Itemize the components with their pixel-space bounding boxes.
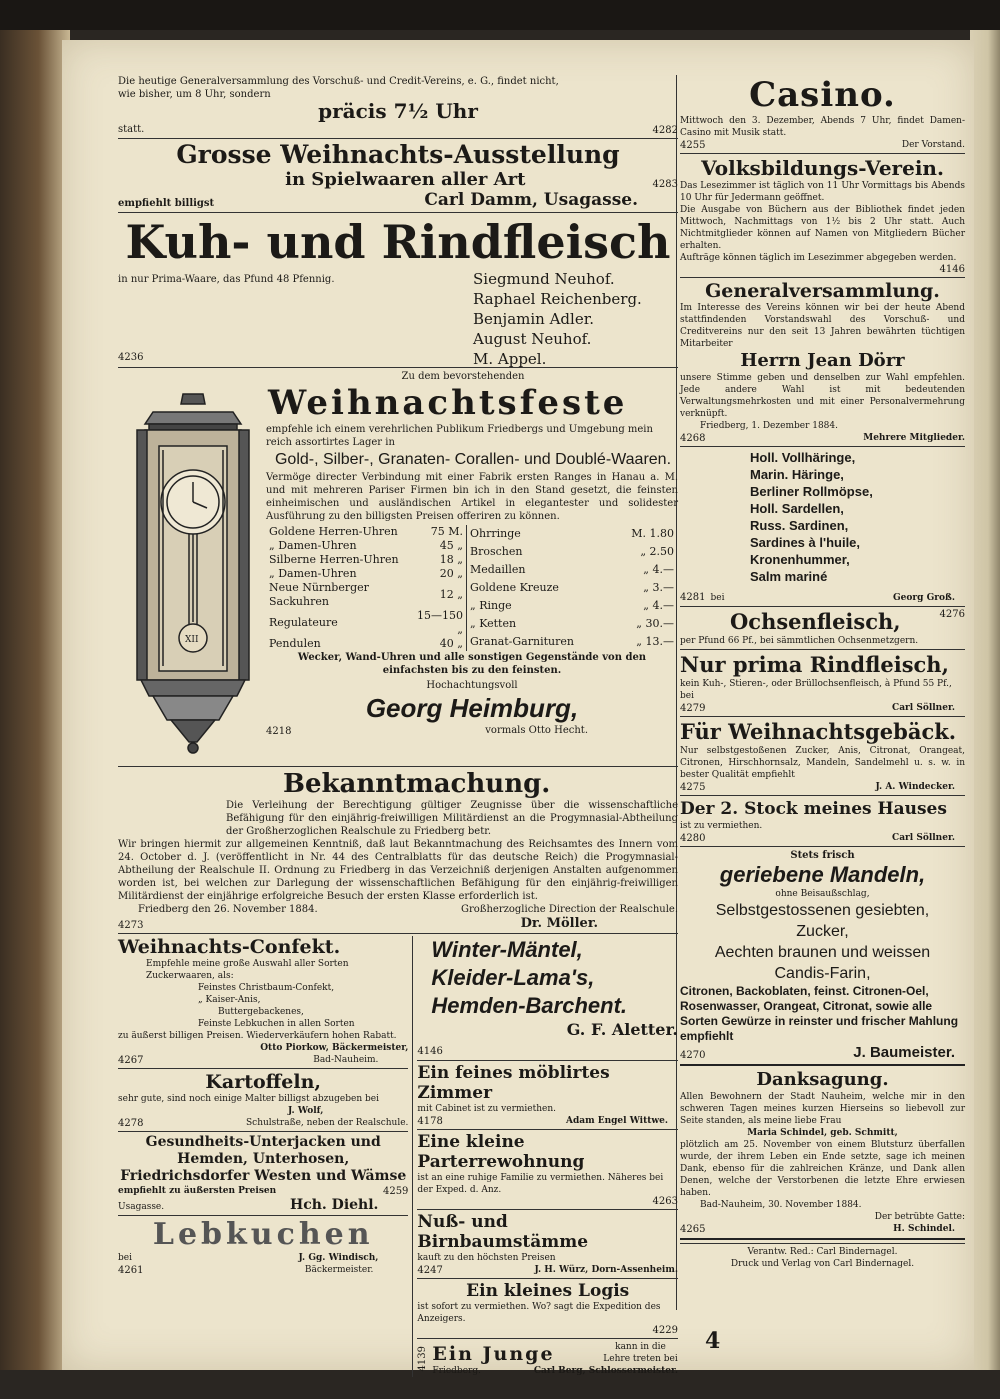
ad-number: 4259 (382, 1186, 409, 1197)
heimburg-name: Georg Heimburg, (365, 693, 579, 723)
ad-number: 4282 (652, 125, 678, 136)
ad-generalversammlung-time (118, 75, 678, 136)
price-item: „ Damen-Uhren (269, 539, 357, 552)
price-value: „ 3.— (643, 581, 674, 594)
konfekt-item: Feinste Lebkuchen in allen Sorten (198, 1019, 355, 1029)
heimburg-footer: Wecker, Wand-Uhren und alle sonstigen Gegenstände von den einfachsten bis zu den feinsten. (297, 652, 647, 676)
rind2-title: Nur prima Rindfleisch, (680, 652, 949, 677)
bottom-left-subcolumn (118, 936, 412, 1377)
rind-title: Kuh- und Rindfleisch (125, 215, 671, 269)
logis-title: Ein kleines Logis (466, 1281, 630, 1301)
ad-weihnachtsgebaeck (680, 719, 965, 793)
kartoffeln-title: Kartoffeln, (205, 1071, 322, 1093)
mandeln-line4: Candis-Farin, (774, 965, 871, 982)
price-value: 40 „ (439, 637, 463, 650)
ad-number: 4278 (118, 1118, 144, 1129)
price-value: 45 „ (439, 539, 463, 552)
ad-number: 4146 (417, 1046, 443, 1057)
heimburg-body: Vermöge directer Verbindung mit einer Fabrik ersten Ranges in Hanau a. M. und mit mehreren Pariser Firmen bin ich in den Stand gesetzt, die feinsten einheimischen und ausländischen Artikel in elegantester und solidester Ausführung zu den billigsten Preisen offeriren zu können. (266, 472, 678, 522)
ad-aletter (417, 936, 678, 1058)
dank-name: Maria Schindel, geb. Schmitt, (747, 1128, 898, 1138)
dank-text: Allen Bewohnern der Stadt Nauheim, welche mir in den schweren Tagen meines kurzen Hierseins so liebevoll zur Seite standen, als meine liebe Frau (680, 1092, 965, 1126)
divider (118, 766, 678, 767)
ochsen-title: Ochsenfleisch, (730, 609, 901, 634)
divider (680, 649, 965, 650)
zimmer-text: mit Cabinet ist zu vermiethen. (417, 1104, 557, 1114)
ad-bekanntmachung (118, 769, 678, 931)
price-table-left (266, 525, 466, 651)
nuss-title: Nuß- und Birnbaumstämme (417, 1212, 589, 1252)
price-value: 75 M. (430, 525, 463, 538)
price-row (467, 561, 677, 579)
ad-number: 4229 (652, 1325, 678, 1336)
ad-haeringe (680, 449, 965, 604)
divider (680, 277, 965, 278)
price-row (266, 637, 466, 651)
ad-number: 4261 (118, 1265, 144, 1276)
lebkuchen-name: J. Gg. Windisch, (298, 1253, 379, 1263)
ad-number: 4236 (118, 352, 144, 363)
konfekt-item: „ Kaiser-Anis, (198, 995, 261, 1005)
junge-place: Friedberg. (432, 1366, 481, 1376)
zimmer-name: Adam Engel Wittwe. (565, 1116, 668, 1126)
gebaeck-name: J. A. Windecker. (875, 782, 955, 792)
volks-p1: Das Lesezimmer ist täglich von 11 Uhr Vormittags bis Abends 10 Uhr für Jedermann geöffnet. (680, 181, 965, 203)
divider (680, 446, 965, 447)
price-table-right (467, 525, 677, 651)
divider (680, 1064, 965, 1066)
price-item: Regulateure (269, 616, 338, 629)
haering-item: Holl. Vollhäringe, (750, 450, 856, 465)
kartoffeln-name: J. Wolf, (288, 1106, 324, 1116)
divider (417, 1338, 678, 1339)
price-row (467, 633, 677, 651)
price-item: „ Damen-Uhren (269, 567, 357, 580)
price-value: „ 2.50 (640, 545, 674, 558)
ad-nuss (417, 1212, 678, 1276)
price-item: Pendulen (269, 637, 321, 650)
imprint-publisher: Druck und Verlag von Carl Bindernagel. (730, 1259, 915, 1269)
ad-casino (680, 75, 965, 151)
price-value: 15—150 „ (417, 609, 463, 636)
lebkuchen-bei: bei (118, 1253, 132, 1263)
volks-p2: Die Ausgabe von Büchern aus der Bibliothek findet jeden Mittwoch, Nachmittags von 1½ bis 2 Uhr statt. Auch Nichtmitglieder können auf Namen von Mitgliedern Bücher erhalten. (680, 205, 965, 251)
konfekt-tail: zu äußerst billigen Preisen. Wiederverkäufern hohen Rabatt. (118, 1031, 397, 1041)
dank-text2: plötzlich am 25. November von einem Blutsturz überfallen wurde, der ihrem Leben ein Ende setzte, sage ich meinen Dank, ebenso für die zahlreichen Kränze, und Dank allen Denen, welche der Verstorbenen die letzte Ehre erwiesen haben. (680, 1140, 965, 1198)
konfekt-name: Otto Piorkow, Bäckermeister, (260, 1043, 409, 1053)
bekannt-p1: Die Verleihung der Berechtigung gültiger Zeugnisse über die wissenschaftliche Befähigung für den einjährig-freiwilligen Militärdienst an die Progymnasial-Abtheilung der Großherzoglichen Realschule zu Friedberg betr. (226, 800, 678, 837)
volks-p3: Aufträge können täglich im Lesezimmer abgegeben werden. (680, 253, 957, 263)
ad-konfekt (118, 936, 408, 1066)
price-value: 18 „ (439, 553, 463, 566)
generalv-title: Generalversammlung. (705, 280, 940, 302)
unterjacken-name: Hch. Diehl. (290, 1197, 379, 1213)
generalv-p2: unsere Stimme geben und denselben zur Wahl empfehlen. Jede andere Wahl ist mit bedeutenden Verwaltungsmehrkosten und mit einer Personalvermehrung verknüpft. (680, 373, 965, 419)
right-column (680, 75, 965, 1270)
price-row (266, 609, 466, 637)
ausstellung-title: Grosse Weihnachts-Ausstellung (176, 140, 620, 169)
ad-number: 4275 (680, 782, 706, 793)
mandeln-sub: ohne Beisaußschlag, (775, 889, 870, 899)
dank-date: Bad-Nauheim, 30. November 1884. (700, 1200, 862, 1210)
gv-statt: statt. (118, 124, 145, 135)
konfekt-place: Bad-Nauheim. (313, 1055, 379, 1065)
lebkuchen-title: Lebkuchen (152, 1217, 374, 1252)
gebaeck-text: Nur selbstgestoßenen Zucker, Anis, Citronat, Orangeat, Citronen, Hirschhornsalz, Mandeln, Sandelmehl u. s. w. in bester Qualität empfiehlt (680, 746, 965, 780)
mandeln-name: J. Baumeister. (853, 1044, 955, 1061)
haering-item: Russ. Sardinen, (750, 518, 849, 533)
unterjacken-place: Usagasse. (118, 1202, 165, 1212)
divider (680, 795, 965, 796)
divider (680, 1243, 965, 1244)
ad-number: 4247 (417, 1265, 443, 1276)
price-item: Broschen (470, 545, 523, 558)
nuss-name: J. H. Würz, Dorn-Assenheim. (534, 1265, 678, 1275)
book-right-pages (970, 30, 1000, 1370)
rind-name: Benjamin Adler. (473, 310, 595, 328)
gv-line1: Die heutige Generalversammlung des Vorschuß- und Credit-Vereins, e. G., findet nicht, (118, 76, 559, 87)
heimburg-price-tables (266, 525, 678, 651)
bekannt-name: Dr. Möller. (520, 916, 598, 931)
generalv-name: Herrn Jean Dörr (740, 350, 905, 371)
mandeln-line2: Zucker, (796, 923, 849, 940)
ad-unterjacken (118, 1134, 408, 1213)
kartoffeln-text: sehr gute, sind noch einige Malter billigst abzugeben bei (118, 1094, 379, 1104)
price-value: 20 „ (439, 567, 463, 580)
price-value: M. 1.80 (631, 527, 674, 540)
haering-item: Marin. Häringe, (750, 467, 844, 482)
price-value: „ 13.— (636, 635, 674, 648)
divider (680, 153, 965, 154)
pendulum-clock-illustration (123, 390, 263, 758)
price-row (467, 525, 677, 543)
ad-stock (680, 798, 965, 844)
rind-name: Raphael Reichenberg. (473, 290, 642, 308)
ad-number: 4146 (939, 264, 965, 275)
ad-junge (417, 1341, 678, 1377)
junge-name: Carl Berg, Schlossermeister. (533, 1366, 678, 1376)
ad-prima-rindfleisch (680, 652, 965, 714)
nuss-text: kauft zu den höchsten Preisen (417, 1253, 556, 1263)
divider (680, 716, 965, 717)
ad-mandeln (680, 849, 965, 1061)
price-item: Ohrringe (470, 527, 521, 540)
price-row (467, 615, 677, 633)
heimburg-title: Weihnachtsfeste (268, 383, 628, 423)
svg-text:XII: XII (185, 635, 199, 645)
heimburg-intro: empfehle ich einem verehrlichen Publikum Friedbergs und Umgebung mein reich assortirtes Lager in (266, 424, 653, 448)
ad-volksbildung (680, 156, 965, 275)
casino-sign: Der Vorstand. (901, 140, 965, 150)
haering-item: Holl. Sardellen, (750, 501, 844, 516)
ad-number: 4218 (266, 726, 292, 737)
aletter-line2: Kleider-Lama's, (431, 965, 595, 990)
rind-name: M. Appel. (473, 350, 547, 368)
rind-names (473, 269, 642, 369)
mandeln-list: Citronen, Backoblaten, feinst. Citronen-Oel, Rosenwasser, Orangeat, Citronat, sowie alle Sorten Gewürze in reinster und frischer Mahlung empfiehlt (680, 984, 959, 1043)
parterre-text: ist an eine ruhige Familie zu vermiethen. Näheres bei der Exped. d. Anz. (417, 1173, 664, 1195)
divider (118, 1131, 408, 1132)
ad-number: 4279 (680, 703, 706, 714)
divider (680, 1238, 965, 1240)
price-item: Goldene Herren-Uhren (269, 525, 398, 538)
rind-name: August Neuhof. (473, 330, 592, 348)
price-item: „ Ketten (470, 617, 517, 630)
ad-kartoffeln (118, 1071, 408, 1129)
heimburg-formerly: vormals Otto Hecht. (485, 725, 588, 736)
ad-number: 4270 (680, 1050, 706, 1061)
ad-number: 4265 (680, 1224, 706, 1235)
price-item: Medaillen (470, 563, 526, 576)
divider (118, 138, 678, 139)
logis-text: ist sofort zu vermiethen. Wo? sagt die Expedition des Anzeigers. (417, 1302, 661, 1324)
heimburg-goods: Gold-, Silber-, Granaten- Corallen- und Doublé-Waaren. (274, 451, 672, 468)
gv-line2: wie bisher, um 8 Uhr, sondern (118, 89, 271, 100)
page-number: 4 (705, 1328, 721, 1354)
mandeln-line1: Selbstgestossenen gesiebten, (715, 902, 930, 919)
haering-item: Salm mariné (750, 569, 828, 584)
konfekt-text: Empfehle meine große Auswahl aller Sorten Zuckerwaaren, als: (146, 959, 349, 981)
price-row (467, 543, 677, 561)
gv-time: präcis 7½ Uhr (318, 99, 478, 123)
volks-title: Volksbildungs-Verein. (701, 156, 944, 180)
price-item: Goldene Kreuze (470, 581, 559, 594)
bottom-left-grid (118, 936, 678, 1377)
divider (417, 1060, 678, 1061)
haering-item: Berliner Rollmöpse, (750, 484, 873, 499)
price-value: „ 30.— (636, 617, 674, 630)
left-column (118, 75, 678, 1377)
generalv-date: Friedberg, 1. Dezember 1884. (700, 421, 838, 431)
junge-text: kann in die Lehre treten bei (603, 1342, 678, 1364)
ad-ochsenfleisch (680, 609, 965, 647)
lebkuchen-role: Bäckermeister. (304, 1265, 374, 1275)
ad-number: 4268 (680, 433, 706, 444)
divider (417, 1209, 678, 1210)
dank-title: Danksagung. (756, 1069, 889, 1090)
ausstellung-left: empfiehlt billigst (118, 198, 215, 209)
ad-number: 4255 (680, 140, 706, 151)
imprint-editor: Verantw. Red.: Carl Bindernagel. (747, 1247, 898, 1257)
imprint (680, 1246, 965, 1270)
junge-body (432, 1341, 678, 1377)
ad-number: 4267 (118, 1055, 144, 1066)
price-item: Neue Nürnberger Sackuhren (269, 581, 369, 608)
dank-sign: Der betrübte Gatte: (874, 1212, 965, 1222)
rind2-name: Carl Söllner. (892, 703, 955, 713)
gebaeck-title: Für Weihnachtsgebäck. (680, 719, 957, 744)
zimmer-title: Ein feines möblirtes Zimmer (417, 1063, 610, 1103)
ad-zimmer (417, 1063, 678, 1127)
price-row (266, 539, 466, 553)
haering-list (750, 449, 965, 585)
ad-parterre (417, 1132, 678, 1207)
price-value: „ 4.— (643, 563, 674, 576)
ausstellung-sub: in Spielwaaren aller Art (285, 169, 526, 190)
divider (118, 1068, 408, 1069)
ad-number: 4276 (939, 609, 965, 620)
price-row (467, 579, 677, 597)
ad-number: 4139 (417, 1346, 429, 1372)
ad-heimburg (118, 370, 678, 764)
stock-name: Carl Söllner. (892, 833, 955, 843)
aletter-name: G. F. Aletter. (566, 1020, 678, 1039)
bekannt-signer: Großherzogliche Direction der Realschule. (461, 904, 678, 915)
parterre-title: Eine kleine Parterrewohnung (417, 1132, 585, 1172)
haering-bei: bei (710, 593, 725, 603)
rind-text: in nur Prima-Waare, das Pfund 48 Pfennig. (118, 274, 335, 285)
heimburg-greet: Hochachtungsvoll (426, 680, 518, 691)
rind-name: Siegmund Neuhof. (473, 270, 615, 288)
bekannt-title: Bekanntmachung. (283, 769, 551, 799)
generalv-p1: Im Interesse des Vereins können wir bei der heute Abend stattfindenden Vorstandswahl des Vorschuß- und Creditvereins nur den seit 13 Jahren bewährten tüchtigen Mitarbeiter (680, 303, 965, 349)
ad-kuh-rindfleisch (118, 215, 678, 368)
generalv-sign: Mehrere Mitglieder. (863, 433, 965, 443)
mandeln-line3: Aechten braunen und weissen (714, 944, 931, 961)
konfekt-title: Weihnachts-Confekt. (118, 936, 341, 958)
divider (118, 212, 678, 213)
price-row (467, 597, 677, 615)
aletter-line3: Hemden-Barchent. (431, 993, 628, 1018)
price-row (266, 553, 466, 567)
divider (417, 1129, 678, 1130)
price-item: „ Ringe (470, 599, 512, 612)
ad-danksagung (680, 1069, 965, 1235)
ad-number: 4280 (680, 833, 706, 844)
ad-number: 4273 (118, 920, 144, 931)
bottom-right-subcolumn (412, 936, 678, 1377)
ad-lebkuchen (118, 1218, 408, 1276)
unterjacken-title: Gesundheits-Unterjacken und Hemden, Unterhosen, Friedrichsdorfer Westen und Wämse (120, 1134, 407, 1184)
konfekt-item: Buttergebackenes, (218, 1007, 304, 1017)
aletter-line1: Winter-Mäntel, (431, 937, 583, 962)
haering-name: Georg Groß. (893, 593, 955, 603)
price-item: Silberne Herren-Uhren (269, 553, 399, 566)
rind2-text: kein Kuh-, Stieren-, oder Brüllochsenfleisch, à Pfund 55 Pf., bei (680, 679, 952, 701)
junge-title: Ein Junge (432, 1343, 555, 1365)
bekannt-p2: Wir bringen hiermit zur allgemeinen Kenntniß, daß laut Bekanntmachung des Reichsamtes des Innern vom 24. October d. J. (veröffentlicht in Nr. 44 des Centralblatts für das deutsche Reich) die Progymnasial-Abtheilung der Realschule II. Ordnung zu Friedberg in das Verzeichniß derjenigen Anstalten aufgenommen worden ist, bei welchen zur Darlegung der wissenschaftlichen Befähigung für den einjährig-freiwilligen Militärdienst der einjährige erfolgreiche Besuch der ersten Klasse erforderlich ist. (118, 839, 678, 902)
casino-text: Mittwoch den 3. Dezember, Abends 7 Uhr, findet Damen-Casino mit Musik statt. (680, 116, 965, 138)
dank-signname: H. Schindel. (893, 1224, 955, 1234)
price-row (266, 525, 466, 539)
haering-item: Kronenhummer, (750, 552, 850, 567)
divider (118, 1215, 408, 1216)
mandeln-title: geriebene Mandeln, (719, 862, 926, 887)
ochsen-text: per Pfund 66 Pf., bei sämmtlichen Ochsenmetzgern. (680, 636, 919, 646)
ausstellung-name: Carl Damm, Usagasse. (424, 190, 638, 210)
price-value: 12 „ (439, 588, 463, 601)
price-row (266, 567, 466, 581)
price-row (266, 581, 466, 609)
divider (680, 846, 965, 847)
divider (417, 1278, 678, 1279)
price-value: „ 4.— (643, 599, 674, 612)
heimburg-pre: Zu dem bevorstehenden (401, 371, 525, 382)
haering-item: Sardines à l'huile, (750, 535, 861, 550)
ad-generalversammlung (680, 280, 965, 444)
ad-number: 4281 (680, 592, 706, 603)
divider (118, 933, 678, 934)
book-left-pages (0, 30, 70, 1370)
mandeln-pre: Stets frisch (790, 850, 855, 861)
divider (680, 606, 965, 607)
ad-weihnachts-ausstellung (118, 141, 678, 210)
ad-number: 4263 (652, 1196, 678, 1207)
book-top-edge (0, 0, 1000, 30)
ad-number: 4178 (417, 1116, 443, 1127)
kartoffeln-place: Schulstraße, neben der Realschule. (246, 1118, 409, 1128)
unterjacken-text: empfiehlt zu äußersten Preisen (118, 1186, 277, 1196)
bekannt-date: Friedberg den 26. November 1884. (138, 904, 318, 915)
konfekt-item: Feinstes Christbaum-Confekt, (198, 983, 335, 993)
stock-title: Der 2. Stock meines Hauses (680, 799, 947, 819)
ad-number: 4283 (652, 179, 678, 190)
ad-logis (417, 1281, 678, 1336)
stock-text: ist zu vermiethen. (680, 821, 763, 831)
price-item: Granat-Garnituren (470, 635, 574, 648)
casino-title: Casino. (749, 75, 896, 115)
